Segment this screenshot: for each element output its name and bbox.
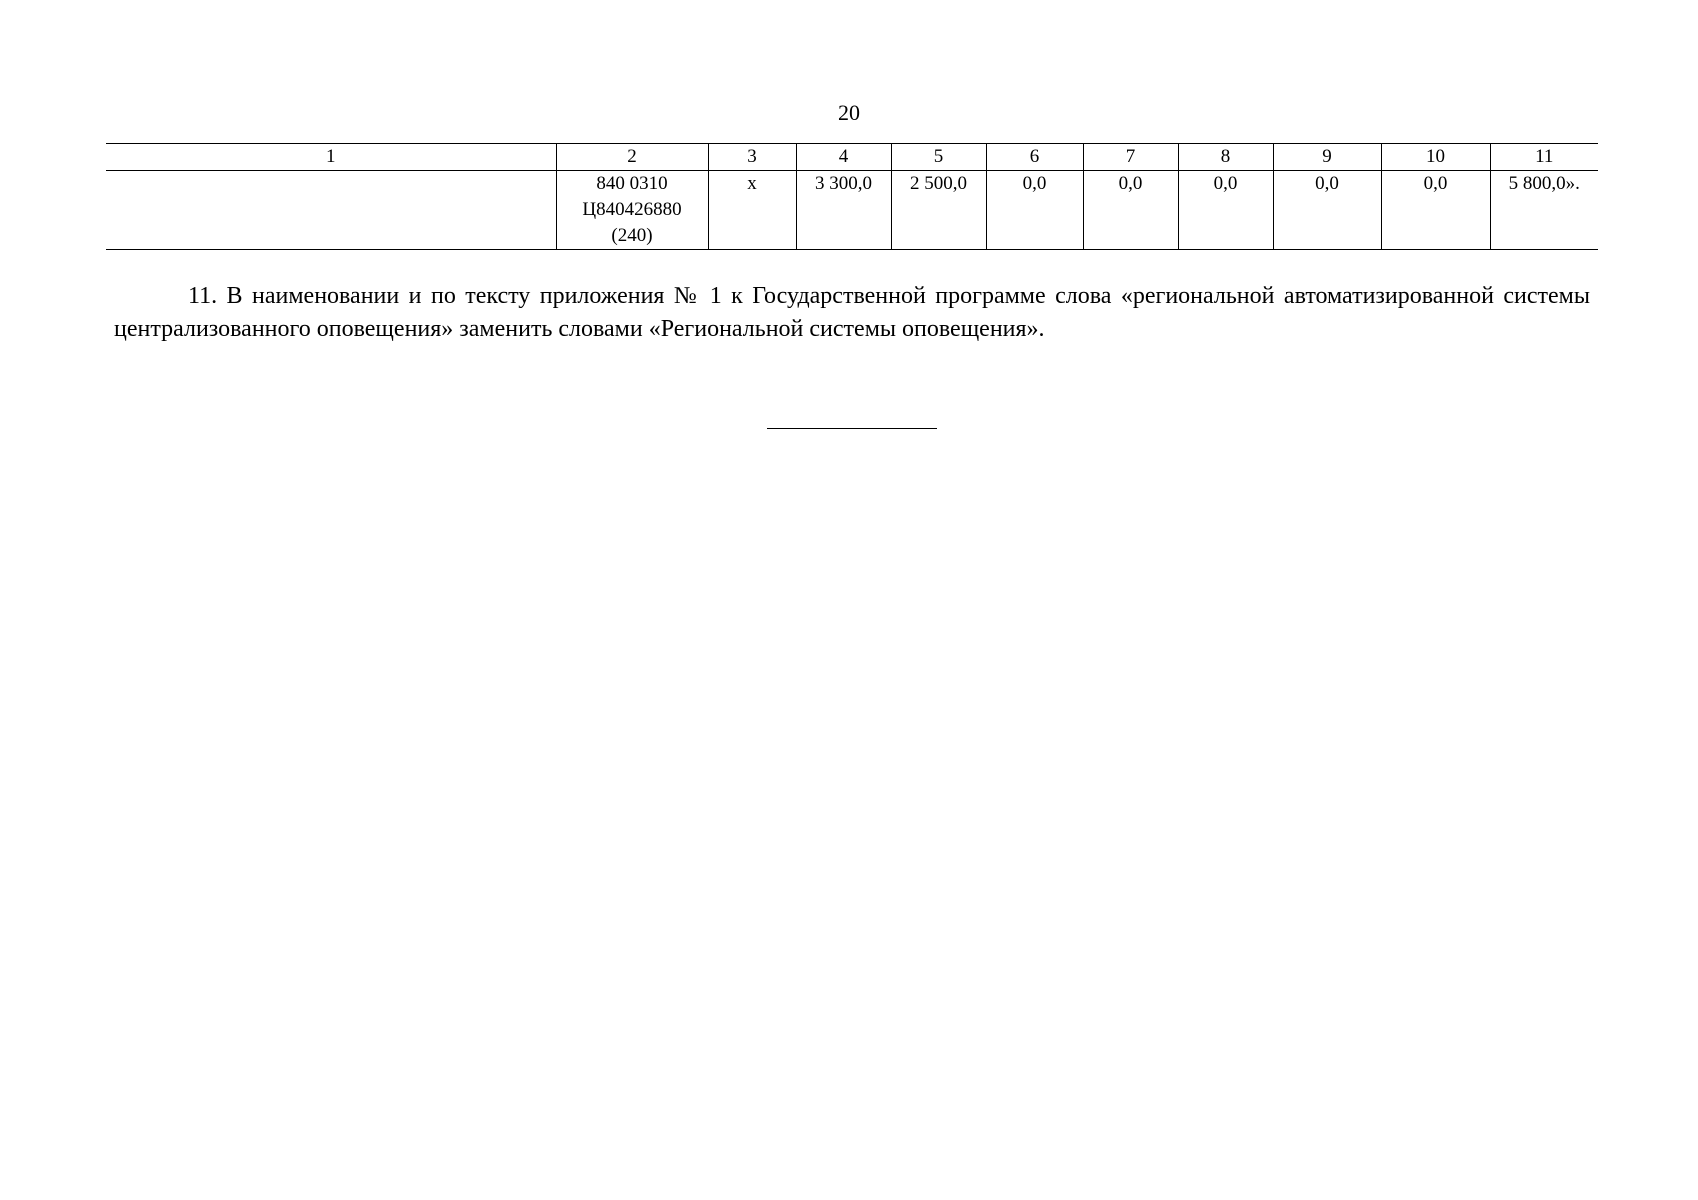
budget-code-line-1: 840 0310: [596, 173, 668, 194]
budget-code-line-3: (240): [611, 225, 653, 246]
cell-col3: х: [708, 171, 796, 250]
cell-col11: 5 800,0».: [1490, 171, 1598, 250]
amendment-paragraph: 11. В наименовании и по тексту приложения № 1 к Государственной программе слова «региональной автоматизированной системы централизованного оповещения» заменить словами «Региональной системы оповещения».: [114, 283, 1590, 342]
header-cell-2: 2: [556, 144, 708, 171]
cell-col9: 0,0: [1273, 171, 1381, 250]
header-cell-1: 1: [106, 144, 556, 171]
cell-col4: 3 300,0: [796, 171, 891, 250]
cell-col6: 0,0: [986, 171, 1083, 250]
header-cell-11: 11: [1490, 144, 1598, 171]
header-cell-8: 8: [1178, 144, 1273, 171]
cell-col5: 2 500,0: [891, 171, 986, 250]
cell-col8: 0,0: [1178, 171, 1273, 250]
budget-code-line-2: Ц840426880: [582, 199, 682, 220]
table-row: [106, 171, 1598, 250]
cell-col10: 0,0: [1381, 171, 1490, 250]
header-cell-3: 3: [708, 144, 796, 171]
header-cell-9: 9: [1273, 144, 1381, 171]
header-cell-6: 6: [986, 144, 1083, 171]
budget-table: [106, 143, 1598, 250]
cell-budget-code: [556, 171, 708, 250]
cell-name: [106, 171, 556, 250]
header-cell-5: 5: [891, 144, 986, 171]
end-divider: [767, 428, 937, 429]
table-header-row: [106, 144, 1598, 171]
header-cell-7: 7: [1083, 144, 1178, 171]
header-cell-4: 4: [796, 144, 891, 171]
cell-col7: 0,0: [1083, 171, 1178, 250]
header-cell-10: 10: [1381, 144, 1490, 171]
page-number: 20: [838, 100, 860, 125]
